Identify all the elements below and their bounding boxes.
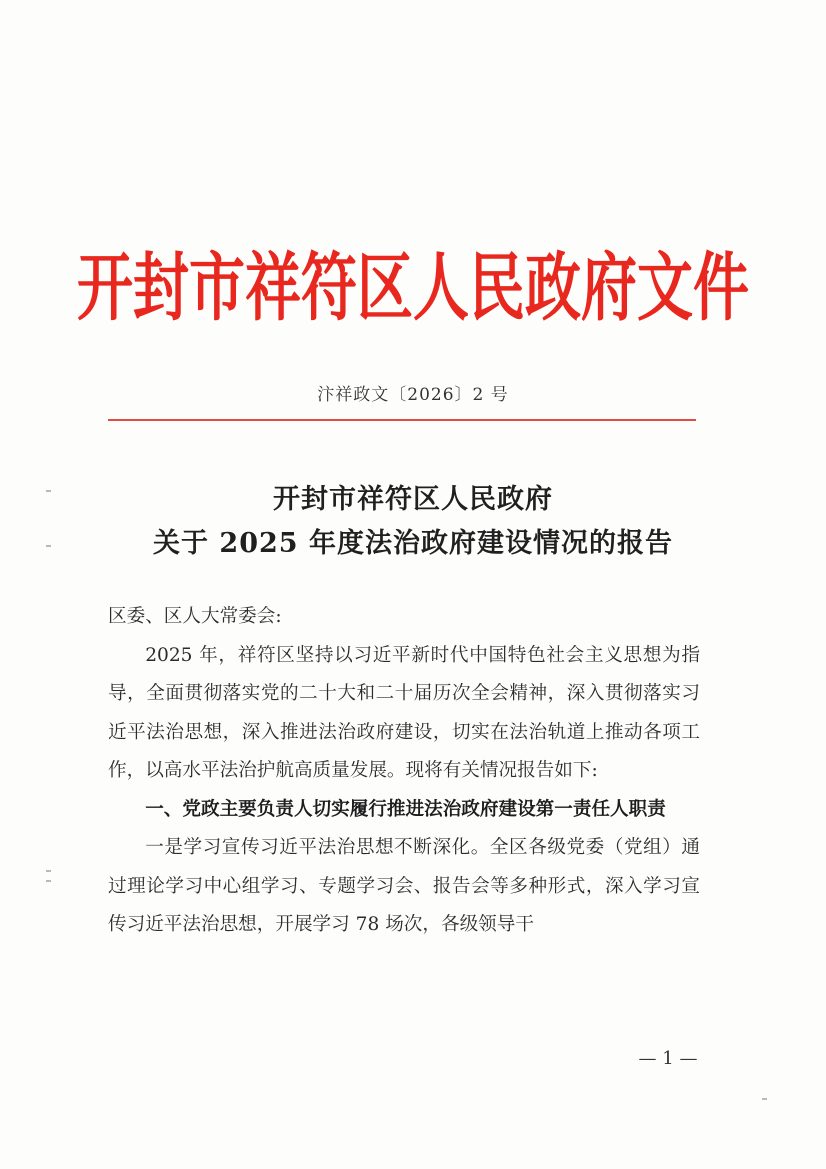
section-heading-1: 一、党政主要负责人切实履行推进法治政府建设第一责任人职责 [145, 798, 666, 820]
scan-speck [46, 545, 51, 547]
red-separator-line [108, 419, 696, 421]
report-body [108, 598, 700, 945]
scan-speck [46, 880, 51, 882]
scan-speck [762, 1098, 767, 1100]
body-paragraph: 一是学习宣传习近平法治思想不断深化。全区各级党委（党组）通过理论学习中心组学习、专题学习会、报告会等多种形式，深入学习宣传习近平法治思想，开展学习 78 场次，各级领导干 [108, 837, 700, 935]
salutation: 区委、区人大常委会: [108, 606, 282, 627]
document-number: 汴祥政文〔2026〕2 号 [317, 385, 509, 405]
masthead-title: 开封市祥符区人民政府文件 [77, 244, 749, 332]
scan-speck [46, 870, 51, 872]
report-title-line-2: 关于 2025 年度法治政府建设情况的报告 [153, 528, 673, 559]
intro-paragraph: 2025 年，祥符区坚持以习近平新时代中国特色社会主义思想为指导，全面贯彻落实党的二十大和二十届历次全会精神，深入贯彻落实习近平法治思想，深入推进法治政府建设，切实在法治轨道上推动各项工作，以高水平法治护航高质量发展。现将有关情况报告如下: [108, 644, 700, 781]
page-number: — 1 — [638, 1048, 698, 1069]
scan-speck [46, 490, 51, 492]
report-title-line-1: 开封市祥符区人民政府 [273, 484, 553, 515]
